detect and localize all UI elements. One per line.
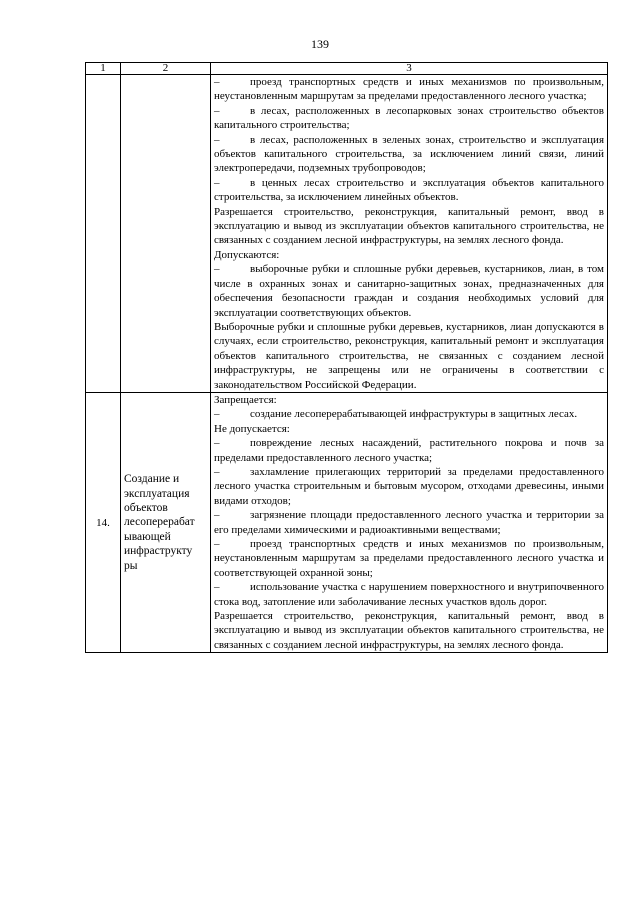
dash-list-item [214,436,604,465]
paragraph-text: повреждение лесных насаждений, растительного покрова и почв за пределами предоставленного лесного участка; [214,437,604,464]
dash-list-item [214,133,604,176]
paragraph-text: выборочные рубки и сплошные рубки деревьев, кустарников, лиан, в том числе в охранных зонах и санитарно-защитных зонах, предназначенных для обеспечения безопасности граждан и создания необходимых условий для эксплуатации соответствующих объектов. [214,263,604,319]
paragraph-text: в лесах, расположенных в лесопарковых зонах строительство объектов капитального строительства; [214,104,604,132]
paragraph-text: Допускаются: [214,248,280,261]
paragraph [214,422,604,436]
paragraph [214,609,604,652]
page-number: 139 [311,37,329,51]
table-row-continued [86,75,608,393]
dash-list-item [214,580,604,609]
row-name-cell [121,75,211,393]
column-header-1: 1 [86,63,121,75]
paragraph-text: загрязнение площади предоставленного лесного участка и территории за его пределами химическими и радиоактивными веществами; [214,509,604,536]
dash-list-item [214,104,604,133]
regulations-table [85,62,608,653]
dash-marker: – [214,408,220,421]
row-requirements-cell [211,75,608,393]
paragraph [214,248,604,262]
paragraph-text: Запрещается: [214,393,277,406]
column-header-3: 3 [211,63,608,75]
paragraph [214,205,604,248]
dash-list-item [214,176,604,205]
dash-list-item [214,465,604,508]
paragraph-text: в ценных лесах строительство и эксплуатация объектов капитального строительства, за исключением линейных объектов. [214,176,604,204]
paragraph-text: Не допускается: [214,422,290,435]
dash-marker: – [214,133,220,146]
dash-marker: – [214,437,220,450]
dash-list-item [214,407,604,421]
paragraph [214,393,604,407]
dash-marker: – [214,465,220,478]
row-name-cell: Создание и эксплуатация объектов лесоперерабат ывающей инфраструкту ры [121,392,211,652]
row-requirements-cell [211,392,608,652]
paragraph-text: создание лесоперерабатывающей инфраструктуры в защитных лесах. [250,408,578,421]
paragraph [214,320,604,392]
table-header-row [86,63,608,75]
dash-list-item [214,75,604,104]
row-number-cell [86,75,121,393]
paragraph-text: использование участка с нарушением поверхностного и внутрипочвенного стока вод, затопление или заболачивание лесных участков вдоль дорог. [214,581,604,608]
dash-marker: – [214,581,220,594]
row-number-cell: 14. [86,392,121,652]
dash-list-item [214,537,604,580]
paragraph-text: проезд транспортных средств и иных механизмов по произвольным, неустановленным маршрутам за пределами предоставленного лесного участка; [214,76,604,103]
dash-marker: – [214,509,220,522]
dash-marker: – [214,263,220,276]
paragraph-text: проезд транспортных средств и иных механизмов по произвольным, неустановленным маршрутам за пределами предоставленного лесного участка и соответствующей охранной зоны; [214,538,604,579]
dash-marker: – [214,104,220,117]
dash-list-item [214,262,604,320]
column-header-2: 2 [121,63,211,75]
paragraph-text: захламление прилегающих территорий за пределами предоставленного лесного участка строительным и бытовым мусором, отходами древесины, иными видами отходов; [214,465,604,507]
dash-marker: – [214,176,220,189]
dash-marker: – [214,76,220,88]
dash-list-item [214,508,604,537]
paragraph-text: Разрешается строительство, реконструкция, капитальный ремонт, ввод в эксплуатацию и вывод из эксплуатации объектов капитального строительства, не связанных с созданием лесной инфраструктуры, на землях лесного фонда. [214,610,604,651]
paragraph-text: Выборочные рубки и сплошные рубки деревьев, кустарников, лиан допускаются в случаях, если строительство, реконструкция, капитальный ремонт и эксплуатация объектов капитального строительства, не связанных с созданием лесной инфраструктуры, не запрещены или не ограничены в соответствии с законодательством Российской Федерации. [214,320,604,391]
dash-marker: – [214,538,220,550]
paragraph-text: Разрешается строительство, реконструкция, капитальный ремонт, ввод в эксплуатацию и вывод из эксплуатации объектов капитального строительства, не связанных с созданием лесной инфраструктуры, на землях лесного фонда. [214,205,604,247]
paragraph-text: в лесах, расположенных в зеленых зонах, строительство и эксплуатация объектов капитального строительства, за исключением линий связи, линий электропередачи, подземных трубопроводов; [214,133,604,175]
table-row-14 [86,392,608,652]
